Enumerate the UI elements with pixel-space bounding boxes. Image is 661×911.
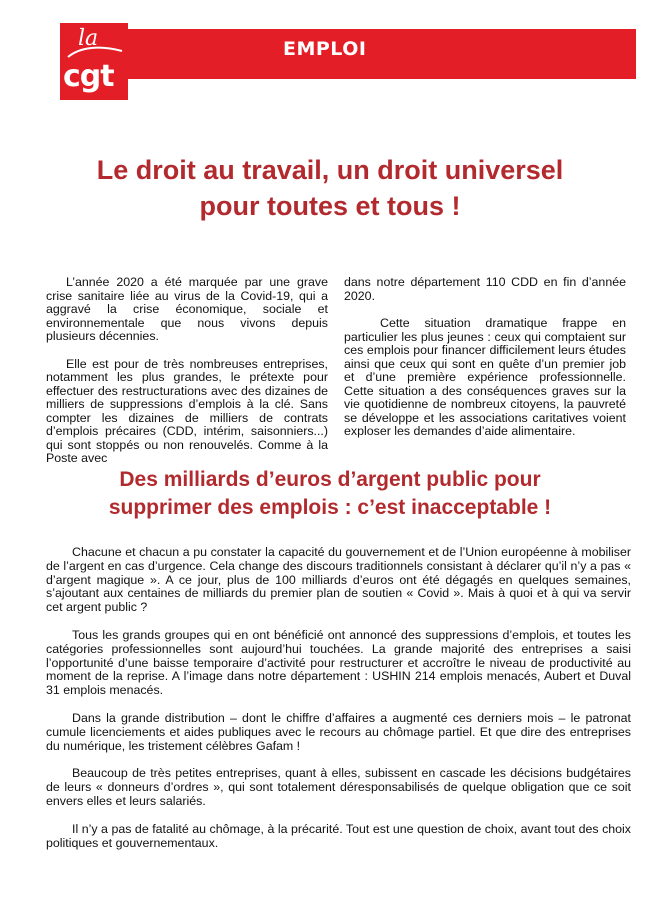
page-title-line-2: pour toutes et tous ! bbox=[199, 191, 461, 221]
page-title bbox=[30, 152, 630, 224]
section-label: EMPLOI bbox=[283, 38, 367, 60]
logo-small-text: la bbox=[78, 26, 99, 51]
right-column bbox=[344, 276, 626, 439]
paragraph: Dans la grande distribution – dont le chiffre d’affaires a augmenté ces derniers mois – le patronat cumule licenciements et aides publiques avec le recours au chômage partiel. Et que dire des entreprises du numérique, les tristement célèbres Gafam ! bbox=[46, 710, 631, 753]
page-title-line-1: Le droit au travail, un droit universel bbox=[96, 155, 564, 185]
paragraph: Elle est pour de très nombreuses entreprises, notamment les plus grandes, le prétexte pour effectuer des restructurations avec des dizaines de milliers de suppressions d’emplois à la clé. Sans compter les dizaines de milliers de contrats d’emplois précaires (CDD, intérim, saisonniers...) qui sont stoppés ou non renouvelés. Comme à la Poste avec bbox=[46, 356, 328, 465]
paragraph: Beaucoup de très petites entreprises, quant à elles, subissent en cascade les décisions budgétaires de leurs « donneurs d’ordres », qui sont totalement déresponsabilisés de quelque obligation que ce soit envers elles et leurs salariés. bbox=[46, 766, 631, 808]
paragraph: Chacune et chacun a pu constater la capacité du gouvernement et de l’Union européenne à mobiliser de l’argent en cas d’urgence. Cela change des discours traditionnels consistant à déclarer qu’il n’y a pas « d’argent magique ». A ce jour, plus de 100 milliards d’euros ont été dégagés en quelques semaines, s’ajoutant aux centaines de milliards du premier plan de soutien « Covid ». Mais à quoi et à qui va servir cet argent public ? bbox=[46, 545, 631, 615]
paragraph: L’année 2020 a été marquée par une grave crise sanitaire liée au virus de la Covid-19, qui a aggravé la crise économique, sociale et environnementale que nous vivons depuis plusieurs décennies. bbox=[46, 275, 328, 343]
logo-text: cgt bbox=[63, 59, 114, 94]
paragraph: dans notre département 110 CDD en fin d’année 2020. bbox=[344, 275, 626, 303]
section-heading-line-2: supprimer des emplois : c’est inacceptable ! bbox=[108, 496, 552, 519]
header-banner bbox=[104, 29, 636, 79]
paragraph: Il n’y a pas de fatalité au chômage, à la précarité. Tout est une question de choix, avant tout des choix politiques et gouvernementaux. bbox=[46, 821, 631, 850]
body-text bbox=[46, 546, 631, 850]
cgt-logo bbox=[60, 23, 128, 100]
paragraph: Tous les grands groupes qui en ont bénéficié ont annoncé des suppressions d’emplois, et toutes les catégories professionnelles sont aujourd’hui touchées. La grande majorité des entreprises a saisi l’opportunité d’une baisse temporaire d’activité pour restructurer et accroître le niveau de productivité au moment de la reprise. A l’image dans notre département : USHIN 214 emplois menacés, Aubert et Duval 31 emplois menacés. bbox=[46, 627, 631, 698]
paragraph: Cette situation dramatique frappe en particulier les plus jeunes : ceux qui comptaient sur ces emplois pour financer difficilement leurs études ainsi que ceux qui sont en quête d’un premier job et d’une première expérience professionnelle. Cette situation a des conséquences graves sur la vie quotidienne de nombreux citoyens, la pauvreté se développe et les associations caritatives voient exploser les demandes d’aide alimentaire. bbox=[344, 316, 626, 438]
section-heading-line-1: Des milliards d’euros d’argent public pour bbox=[119, 468, 541, 491]
left-column bbox=[46, 276, 328, 466]
section-heading bbox=[30, 466, 630, 522]
